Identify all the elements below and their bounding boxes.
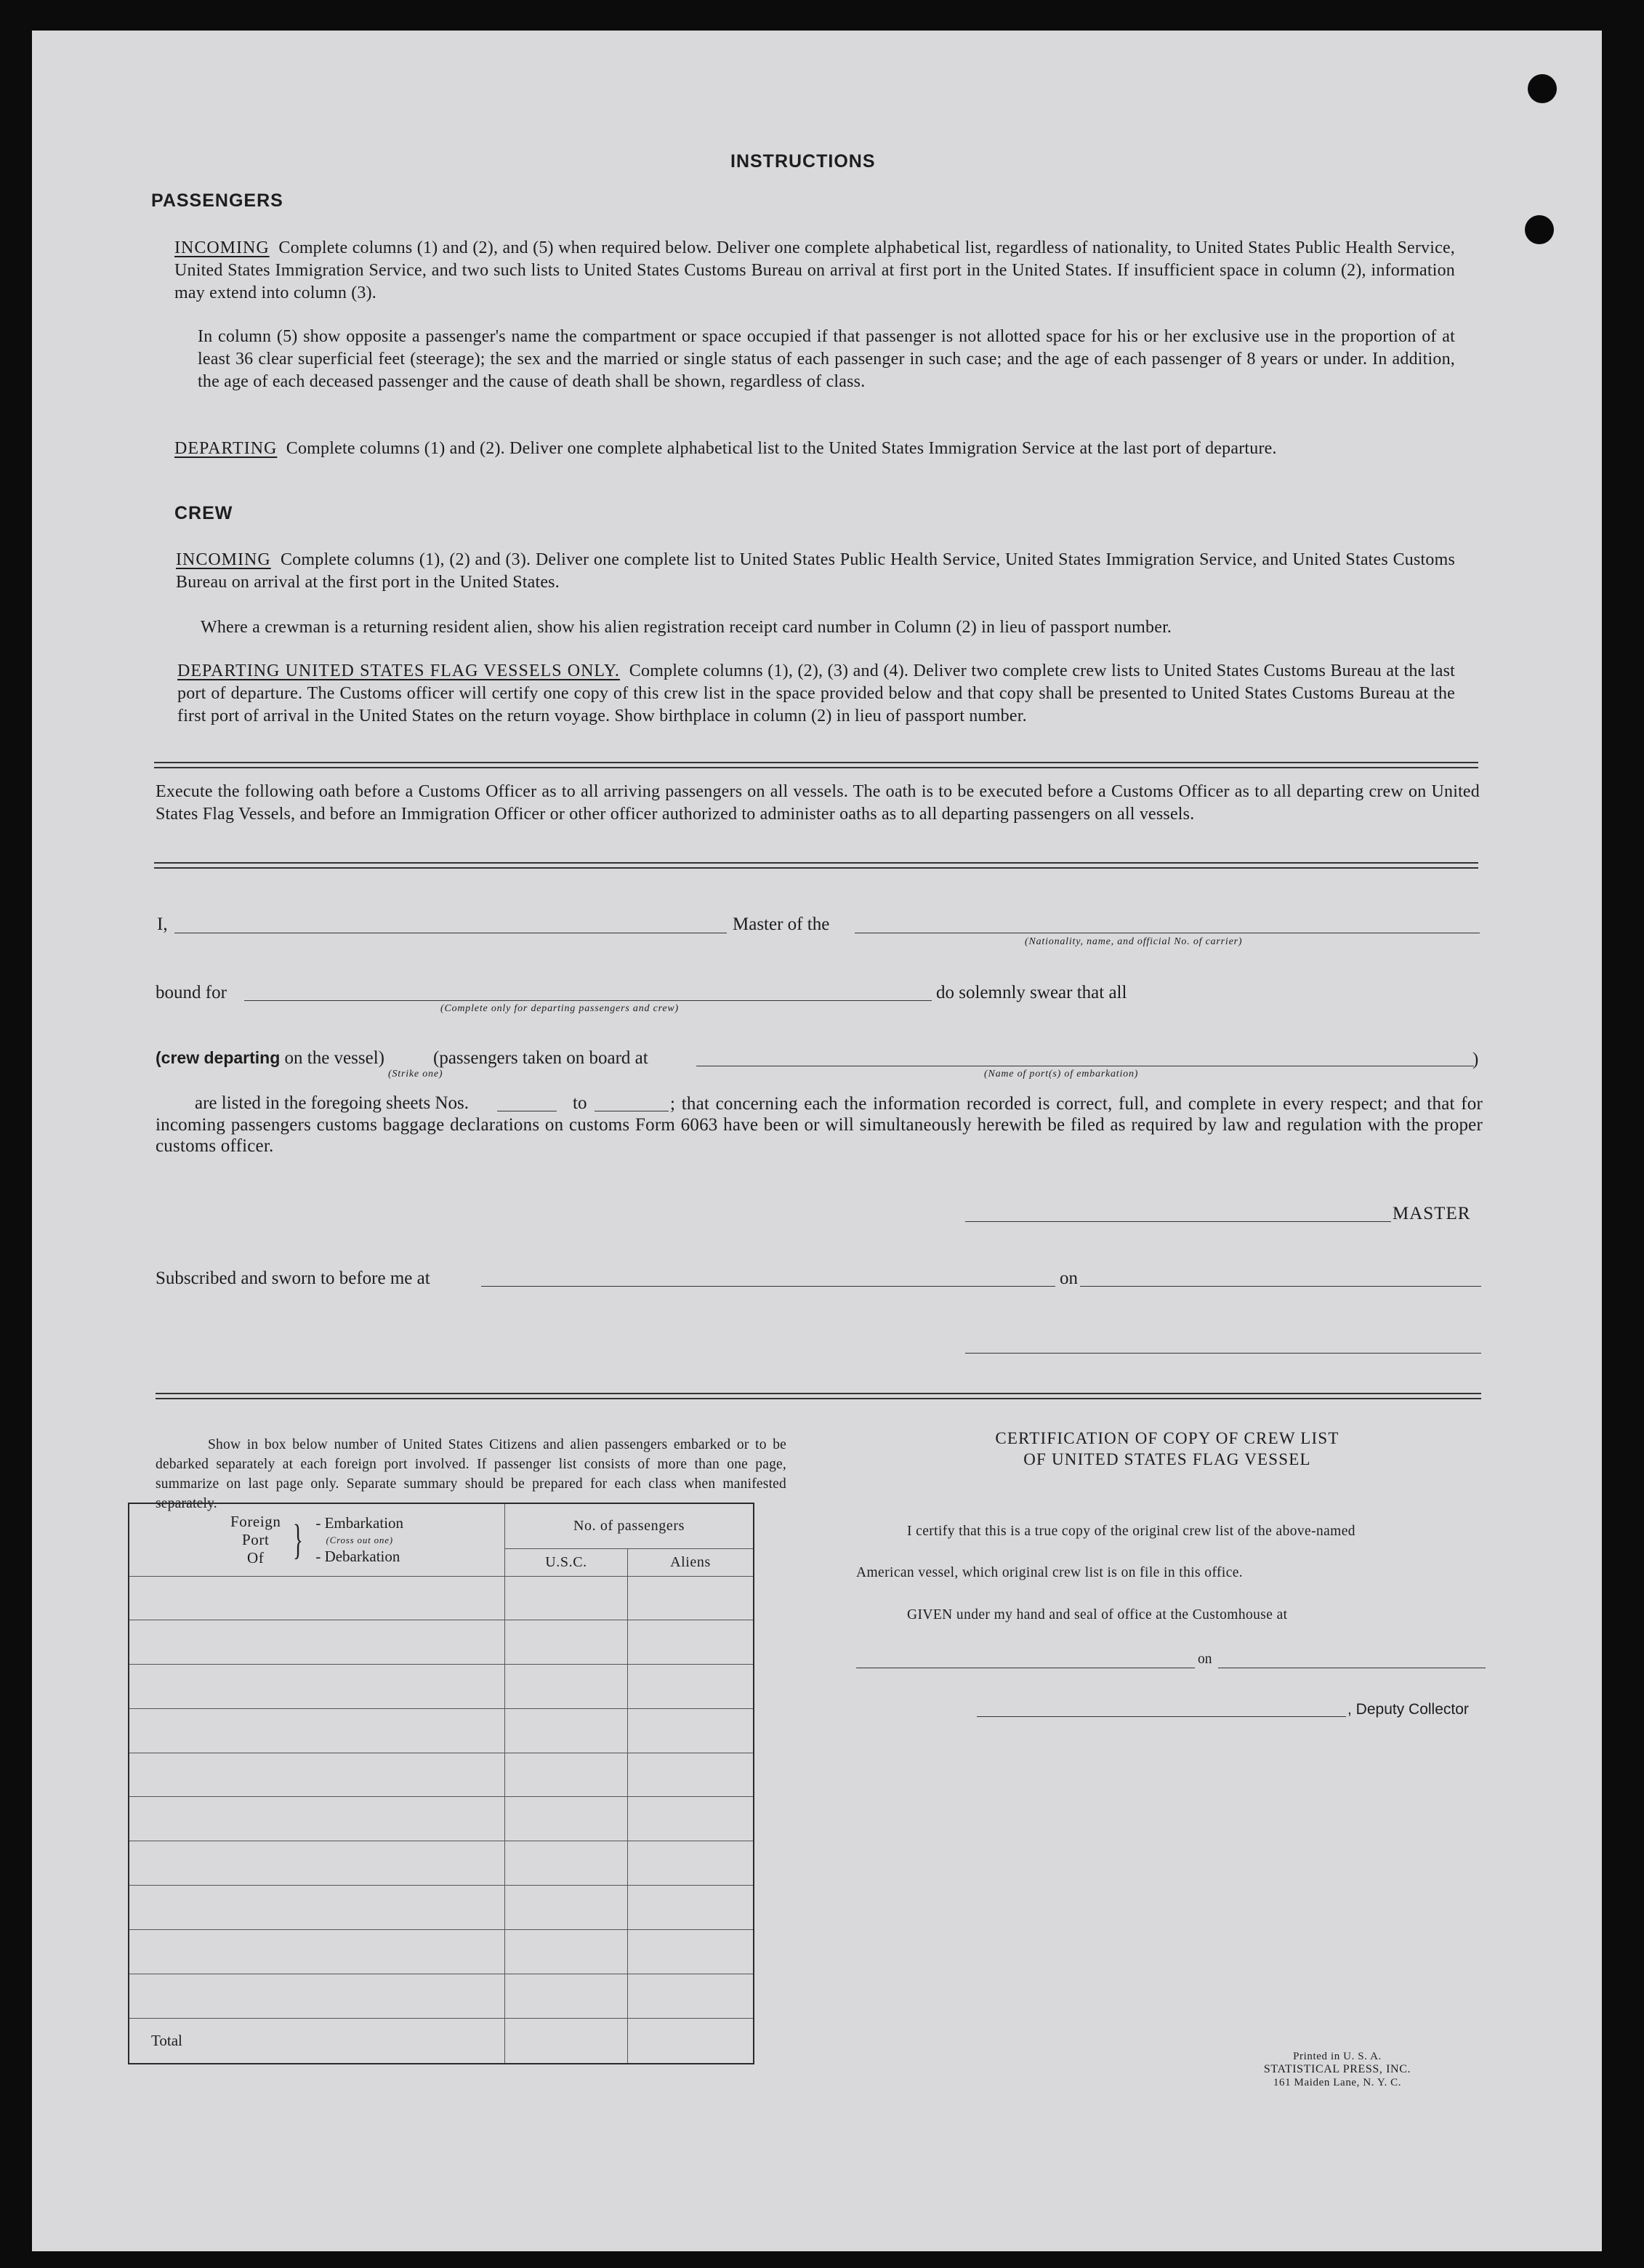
table-row bbox=[129, 1708, 754, 1753]
port-cell[interactable] bbox=[129, 1886, 505, 1930]
aliens-cell[interactable] bbox=[628, 1929, 754, 1974]
certify-line-1: I certify that this is a true copy of the original crew list of the above-named bbox=[907, 1524, 1355, 1539]
crew-incoming-paragraph bbox=[176, 549, 1455, 594]
aliens-header: Aliens bbox=[628, 1548, 754, 1576]
aliens-cell[interactable] bbox=[628, 1620, 754, 1665]
aliens-cell[interactable] bbox=[628, 1974, 754, 2018]
table-row bbox=[129, 1620, 754, 1665]
aliens-cell[interactable] bbox=[628, 1886, 754, 1930]
aliens-cell[interactable] bbox=[628, 1576, 754, 1620]
usc-cell[interactable] bbox=[505, 1974, 628, 2018]
table-row bbox=[129, 1929, 754, 1974]
foreign-port-header bbox=[129, 1503, 505, 1576]
passengers-departing-text: Complete columns (1) and (2). Deliver one complete alphabetical list to the United States Immigration Service at the last port of departure. bbox=[286, 439, 1277, 458]
crew-departing-paragraph bbox=[177, 660, 1455, 728]
sworn-at-field[interactable] bbox=[481, 1286, 1055, 1287]
sworn-on-label: on bbox=[1060, 1268, 1078, 1288]
aliens-cell[interactable] bbox=[628, 1841, 754, 1886]
bound-for-label: bound for bbox=[156, 983, 227, 1002]
aliens-cell[interactable] bbox=[628, 1797, 754, 1841]
passenger-summary-table bbox=[128, 1503, 754, 2064]
total-aliens-cell[interactable] bbox=[628, 2018, 754, 2064]
carrier-caption: (Nationality, name, and official No. of carrier) bbox=[1025, 936, 1243, 947]
bound-for-field[interactable] bbox=[244, 1000, 932, 1001]
table-row bbox=[129, 1576, 754, 1620]
table-row bbox=[129, 1753, 754, 1797]
usc-cell[interactable] bbox=[505, 1576, 628, 1620]
listed-to: to bbox=[573, 1093, 587, 1113]
usc-header: U.S.C. bbox=[505, 1548, 628, 1576]
subscribed-label: Subscribed and sworn to before me at bbox=[156, 1268, 430, 1288]
port-label: Port bbox=[242, 1530, 270, 1548]
crew-returning-paragraph: Where a crewman is a returning resident alien, show his alien registration receipt card number in Column (2) in lieu of passport number. bbox=[201, 618, 1172, 637]
printer-line-3: 161 Maiden Lane, N. Y. C. bbox=[1273, 2077, 1402, 2088]
instructions-title: INSTRUCTIONS bbox=[730, 151, 876, 172]
listed-text: ; that concerning each the information recorded is correct, full, and complete in every respect; and that for incoming passengers customs baggage declarations on customs Form 6063 have been or will simultaneously herewith be filed as required by law and regulation with the proper customs officer. bbox=[156, 1094, 1483, 1156]
column5-paragraph: In column (5) show opposite a passenger's name the compartment or space occupied if that passenger is not allotted space for his or her exclusive use in the proportion of at least 36 clear superficial feet (steerage); the sex and the married or single status of each passenger in such case; and the age of each passenger of 8 years or under. In addition, the age of each deceased passenger and the cause of death shall be shown, regardless of class. bbox=[198, 327, 1455, 391]
passengers-incoming-text: Complete columns (1) and (2), and (5) when required below. Deliver one complete alphabetical list, regardless of nationality, to United States Public Health Service, United States Immigration Service, and two such lists to United States Customs Bureau on arrival at first port in the United States. If insufficient space in column (2), information may extend into column (3). bbox=[174, 238, 1455, 302]
aliens-cell[interactable] bbox=[628, 1665, 754, 1709]
passengers-heading: PASSENGERS bbox=[151, 190, 283, 211]
listed-intro: are listed in the foregoing sheets Nos. bbox=[195, 1093, 469, 1113]
crew-departing-text: (crew departing bbox=[156, 1048, 281, 1067]
passengers-taken-option[interactable]: (passengers taken on board at bbox=[433, 1048, 648, 1068]
divider-2 bbox=[154, 862, 1478, 869]
close-paren: ) bbox=[1472, 1050, 1479, 1069]
certification-title bbox=[884, 1429, 1451, 1469]
aliens-cell[interactable] bbox=[628, 1753, 754, 1797]
summary-note: Show in box below number of United States Citizens and alien passengers embarked or to be debarked separately at each foreign port involved. If passenger list consists of more than one page, summarize on last page only. Separate summary should be prepared for each class when manifested separately. bbox=[156, 1437, 786, 1511]
table-row bbox=[129, 1974, 754, 2018]
port-cell[interactable] bbox=[129, 1708, 505, 1753]
punch-hole-top bbox=[1528, 74, 1557, 103]
total-usc-cell[interactable] bbox=[505, 2018, 628, 2064]
printer-imprint bbox=[1250, 2050, 1425, 2089]
embarkation-label: - Embarkation bbox=[315, 1513, 404, 1532]
aliens-cell[interactable] bbox=[628, 1708, 754, 1753]
certification-title-1: CERTIFICATION OF COPY OF CREW LIST bbox=[995, 1429, 1339, 1447]
crew-departing-text: Complete columns (1), (2), (3) and (4). Deliver two complete crew lists to United States Customs Bureau at the last port of departure. The Customs officer will certify one copy of this crew list in the space provided below and that copy shall be presented to United States Customs Bureau at the first port of arrival in the United States on the return voyage. Show birthplace in column (2) in lieu of passport number. bbox=[177, 662, 1456, 725]
crew-heading: CREW bbox=[174, 503, 233, 523]
printer-line-1: Printed in U. S. A. bbox=[1293, 2051, 1382, 2062]
printer-line-2: STATISTICAL PRESS, INC. bbox=[1263, 2063, 1411, 2075]
passengers-departing-paragraph bbox=[174, 438, 1455, 460]
usc-cell[interactable] bbox=[505, 1797, 628, 1841]
crew-incoming-text: Complete columns (1), (2) and (3). Deliver one complete list to United States Public Health Service, United States Immigration Service, and United States Customs Bureau on arrival at the first port in the United States. bbox=[176, 550, 1455, 592]
port-cell[interactable] bbox=[129, 1974, 505, 2018]
sworn-date-field[interactable] bbox=[1080, 1286, 1481, 1287]
divider-1 bbox=[154, 762, 1478, 768]
swear-text: do solemnly swear that all bbox=[936, 983, 1127, 1002]
cross-out-label: (Cross out one) bbox=[326, 1534, 393, 1545]
master-signature-field[interactable] bbox=[965, 1221, 1391, 1222]
usc-cell[interactable] bbox=[505, 1841, 628, 1886]
strike-one-caption: (Strike one) bbox=[388, 1069, 443, 1079]
passengers-incoming-paragraph bbox=[174, 237, 1455, 305]
bound-caption: (Complete only for departing passengers and crew) bbox=[440, 1003, 679, 1014]
deputy-collector-label: , Deputy Collector bbox=[1347, 1701, 1469, 1718]
debarkation-label: - Debarkation bbox=[315, 1547, 400, 1565]
port-cell[interactable] bbox=[129, 1841, 505, 1886]
crew-departing-label: DEPARTING UNITED STATES FLAG VESSELS ONLY. bbox=[177, 662, 620, 680]
certify-line-2: American vessel, which original crew list is on file in this office. bbox=[856, 1565, 1244, 1580]
punch-hole-middle bbox=[1525, 215, 1554, 244]
usc-cell[interactable] bbox=[505, 1753, 628, 1797]
passengers-incoming-label: INCOMING bbox=[174, 238, 270, 257]
port-cell[interactable] bbox=[129, 1753, 505, 1797]
table-row bbox=[129, 1886, 754, 1930]
of-label: Of bbox=[247, 1548, 265, 1567]
given-line: GIVEN under my hand and seal of office at the Customhouse at bbox=[907, 1607, 1288, 1622]
on-vessel-text: on the vessel) bbox=[284, 1048, 384, 1068]
master-label: MASTER bbox=[1393, 1204, 1471, 1223]
certify-on-label: on bbox=[1198, 1652, 1212, 1667]
usc-cell[interactable] bbox=[505, 1620, 628, 1665]
no-passengers-header: No. of passengers bbox=[505, 1503, 754, 1548]
divider-3 bbox=[156, 1393, 1481, 1399]
passengers-departing-label: DEPARTING bbox=[174, 439, 278, 458]
oath-instruction: Execute the following oath before a Customs Officer as to all arriving passengers on all vessels. The oath is to be executed before a Customs Officer as to all departing crew on United States Flag Vessels, and before an Immigration Officer or other officer authorized to administer oaths as to all departing passengers on all vessels. bbox=[156, 782, 1480, 824]
port-cell[interactable] bbox=[129, 1620, 505, 1665]
port-cell[interactable] bbox=[129, 1665, 505, 1709]
port-caption: (Name of port(s) of embarkation) bbox=[984, 1069, 1139, 1079]
port-cell[interactable] bbox=[129, 1576, 505, 1620]
port-cell[interactable] bbox=[129, 1797, 505, 1841]
usc-cell[interactable] bbox=[505, 1665, 628, 1709]
foreign-label: Foreign bbox=[230, 1512, 281, 1530]
usc-cell[interactable] bbox=[505, 1929, 628, 1974]
certification-title-2: OF UNITED STATES FLAG VESSEL bbox=[1023, 1450, 1311, 1468]
oath-i-label: I, bbox=[157, 914, 168, 934]
listed-continuation bbox=[156, 1093, 1483, 1157]
crew-incoming-label: INCOMING bbox=[176, 550, 271, 569]
master-of-the-label: Master of the bbox=[733, 914, 830, 934]
deputy-signature-field[interactable] bbox=[977, 1716, 1346, 1717]
table-row bbox=[129, 1665, 754, 1709]
total-label: Total bbox=[129, 2018, 505, 2064]
usc-cell[interactable] bbox=[505, 1708, 628, 1753]
usc-cell[interactable] bbox=[505, 1886, 628, 1930]
port-cell[interactable] bbox=[129, 1929, 505, 1974]
brace-icon: } bbox=[293, 1516, 304, 1564]
table-row bbox=[129, 1797, 754, 1841]
crew-departing-option[interactable] bbox=[156, 1048, 384, 1069]
total-row bbox=[129, 2018, 754, 2064]
officer-signature-field[interactable] bbox=[965, 1353, 1481, 1354]
table-row bbox=[129, 1841, 754, 1886]
